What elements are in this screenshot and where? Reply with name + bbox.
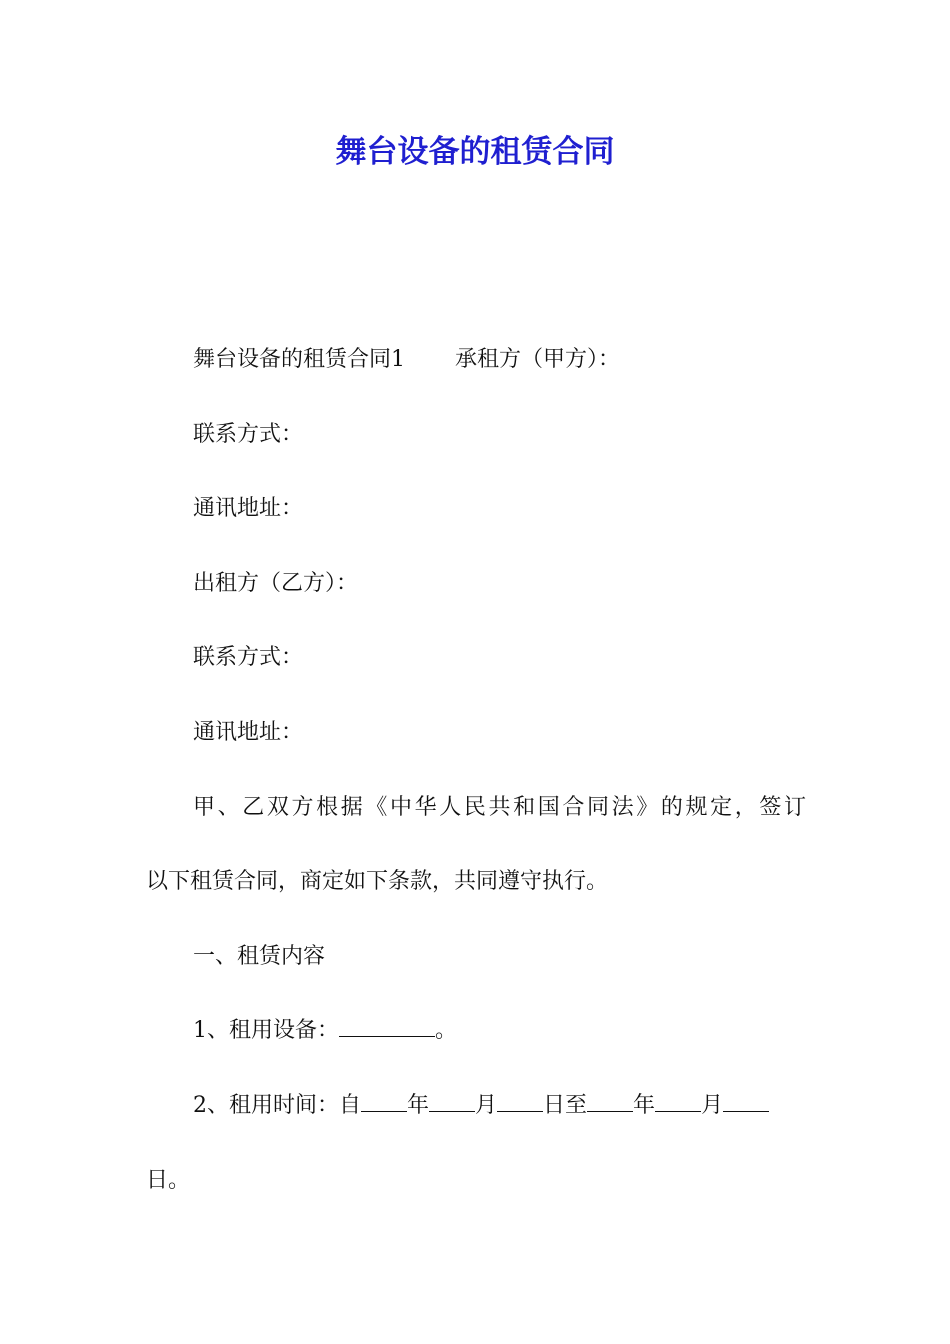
item-1-end: 。 bbox=[435, 1018, 458, 1043]
lessor-contact-line: 联系方式： bbox=[193, 645, 304, 670]
end-day-blank bbox=[723, 1091, 769, 1112]
end-month-blank bbox=[655, 1091, 701, 1112]
item-2-line bbox=[146, 1091, 806, 1121]
day-to-text: 日至 bbox=[543, 1093, 588, 1118]
start-year-unit: 年 bbox=[407, 1093, 430, 1118]
item-1-label: 1、租用设备： bbox=[193, 1018, 339, 1043]
contract-number-label: 舞台设备的租赁合同1 bbox=[193, 347, 405, 372]
start-month-unit: 月 bbox=[475, 1093, 498, 1118]
intro-paragraph-line-1: 甲、乙双方根据《中华人民共和国合同法》的规定，签订 bbox=[193, 795, 806, 820]
header-line bbox=[146, 345, 806, 375]
lessee-address-line: 通讯地址： bbox=[193, 496, 304, 521]
item-1-line bbox=[146, 1016, 806, 1046]
section-1-heading: 一、租赁内容 bbox=[193, 944, 326, 969]
lessor-label-line: 出租方（乙方）： bbox=[193, 571, 359, 596]
end-month-unit: 月 bbox=[701, 1093, 724, 1118]
start-month-blank bbox=[429, 1091, 475, 1112]
start-year-blank bbox=[361, 1091, 407, 1112]
end-year-blank bbox=[587, 1091, 633, 1112]
lessee-label: 承租方（甲方）： bbox=[455, 347, 621, 372]
item-2-label: 2、租用时间：自 bbox=[193, 1093, 361, 1118]
lessor-address-line: 通讯地址： bbox=[193, 720, 304, 745]
item-2-end-line: 日。 bbox=[146, 1168, 191, 1193]
equipment-blank bbox=[339, 1016, 435, 1037]
document-title: 舞台设备的租赁合同 bbox=[335, 134, 615, 170]
end-year-unit: 年 bbox=[633, 1093, 656, 1118]
lessee-contact-line: 联系方式： bbox=[193, 422, 304, 447]
intro-paragraph-line-2: 以下租赁合同，商定如下条款，共同遵守执行。 bbox=[146, 869, 609, 894]
start-day-blank bbox=[497, 1091, 543, 1112]
